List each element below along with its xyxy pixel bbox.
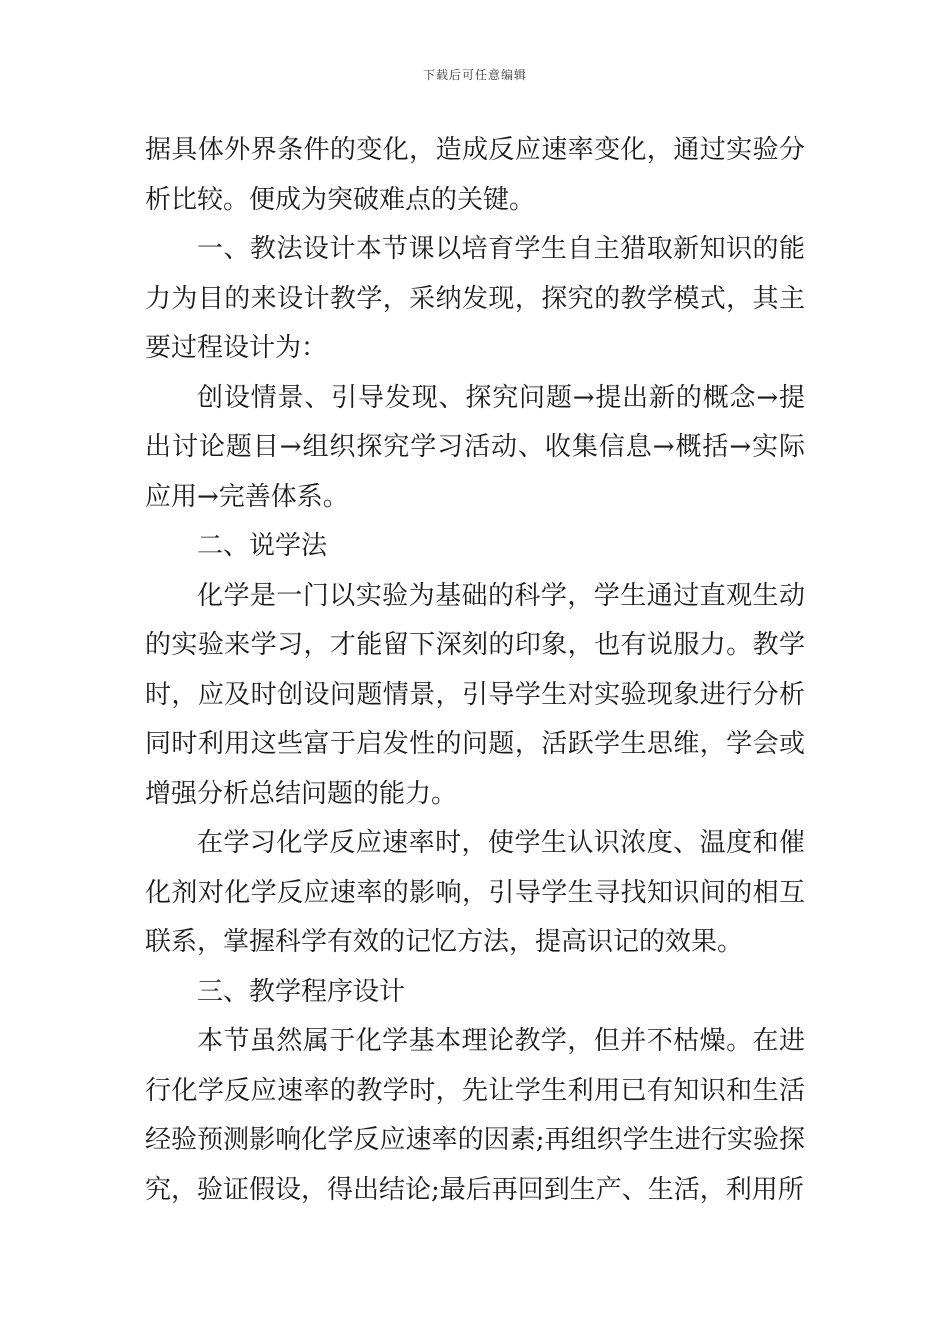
document-body — [145, 126, 805, 1215]
paragraph-reaction-rate: 在学习化学反应速率时，使学生认识浓度、温度和催化剂对化学反应速率的影响，引导学生寻找知识间的相互联系，掌握科学有效的记忆方法，提高识记的效果。 — [145, 828, 805, 957]
heading-learning-method: 二、说学法 — [197, 531, 328, 561]
paragraph-teaching-method: 一、教法设计本节课以培育学生自主猎取新知识的能力为目的来设计教学，采纳发现，探究的教学模式，其主要过程设计为： — [145, 234, 805, 363]
paragraph-continuation: 据具体外界条件的变化，造成反应速率变化，通过实验分析比较。便成为突破难点的关键。 — [145, 135, 805, 215]
heading-teaching-procedure: 三、教学程序设计 — [197, 976, 406, 1007]
paragraph-chemistry-experiment: 化学是一门以实验为基础的科学，学生通过直观生动的实验来学习，才能留下深刻的印象，也有说服力。教学时，应及时创设问题情景，引导学生对实验现象进行分析同时利用这些富于启发性的问题，活跃学生思维，学会或增强分析总结问题的能力。 — [145, 580, 805, 809]
page-header: 下载后可任意编辑 — [422, 68, 527, 82]
paragraph-procedure-detail: 本节虽然属于化学基本理论教学，但并不枯燥。在进行化学反应速率的教学时，先让学生利用已有知识和生活经验预测影响化学反应速率的因素;再组织学生进行实验探究，验证假设，得出结论;最后再回到生产、生活，利用所 — [145, 1026, 805, 1205]
paragraph-process-flow: 创设情景、引导发现、探究问题→提出新的概念→提出讨论题目→组织探究学习活动、收集信息→概括→实际应用→完善体系。 — [145, 382, 805, 512]
